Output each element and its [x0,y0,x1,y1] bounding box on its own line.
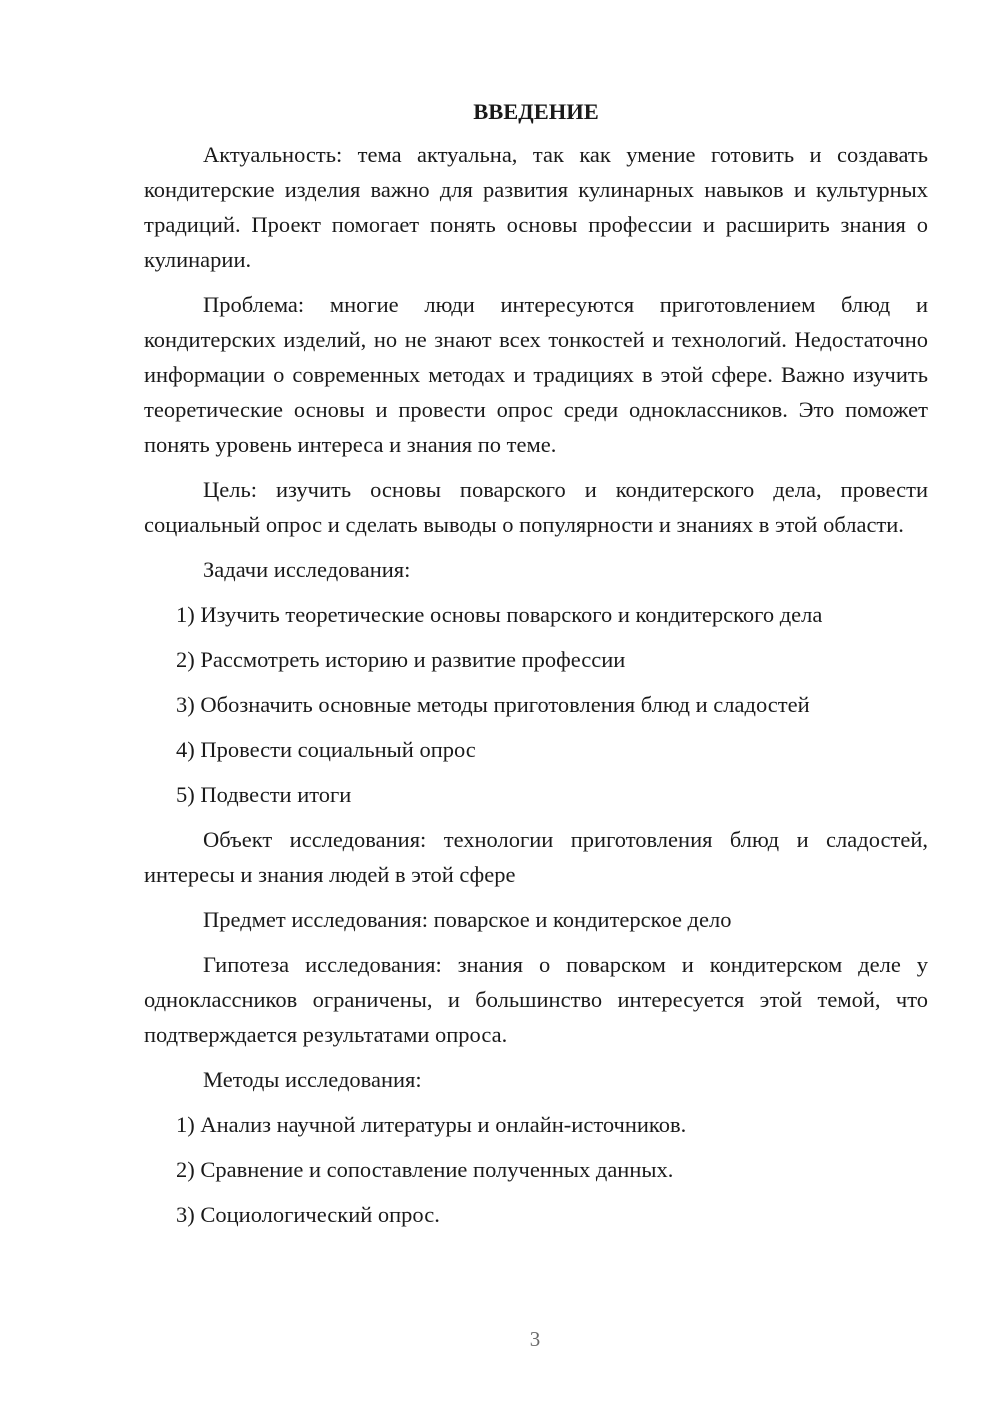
methods-list [144,1107,928,1232]
list-item: 3) Обозначить основные методы приготовления блюд и сладостей [176,692,810,717]
list-item: 3) Социологический опрос. [176,1202,440,1227]
list-item: 2) Рассмотреть историю и развитие профессии [176,647,626,672]
page-content [144,94,928,1242]
list-item: 1) Анализ научной литературы и онлайн-источников. [176,1112,687,1137]
goal-paragraph: Цель: изучить основы поварского и кондитерского дела, провести социальный опрос и сделать выводы о популярности и знаниях в этой области. [144,477,928,537]
list-item: 2) Сравнение и сопоставление полученных данных. [176,1157,674,1182]
section-heading: ВВЕДЕНИЕ [473,99,599,124]
problem-paragraph: Проблема: многие люди интересуются приготовлением блюд и кондитерских изделий, но не знают всех тонкостей и технологий. Недостаточно информации о современных методах и традициях в этой сфере. Важно изучить теоретические основы и провести опрос среди одноклассников. Это поможет понять уровень интереса и знания по теме. [144,292,928,457]
hypothesis-paragraph: Гипотеза исследования: знания о поварском и кондитерском деле у одноклассников ограничены, и большинство интересуется этой темой, что подтверждается результатами опроса. [144,952,928,1047]
list-item: 5) Подвести итоги [176,782,352,807]
list-item: 1) Изучить теоретические основы поварского и кондитерского дела [176,602,823,627]
list-item: 4) Провести социальный опрос [176,737,476,762]
methods-label: Методы исследования: [203,1067,422,1092]
page-number: 3 [529,1327,541,1351]
tasks-label: Задачи исследования: [203,557,411,582]
tasks-list [144,597,928,812]
object-paragraph: Объект исследования: технологии приготовления блюд и сладостей, интересы и знания людей в этой сфере [144,827,928,887]
subject-paragraph: Предмет исследования: поварское и кондитерское дело [203,907,732,932]
relevance-paragraph: Актуальность: тема актуальна, так как умение готовить и создавать кондитерские изделия важно для развития кулинарных навыков и культурных традиций. Проект помогает понять основы профессии и расширить знания о кулинарии. [144,142,928,272]
